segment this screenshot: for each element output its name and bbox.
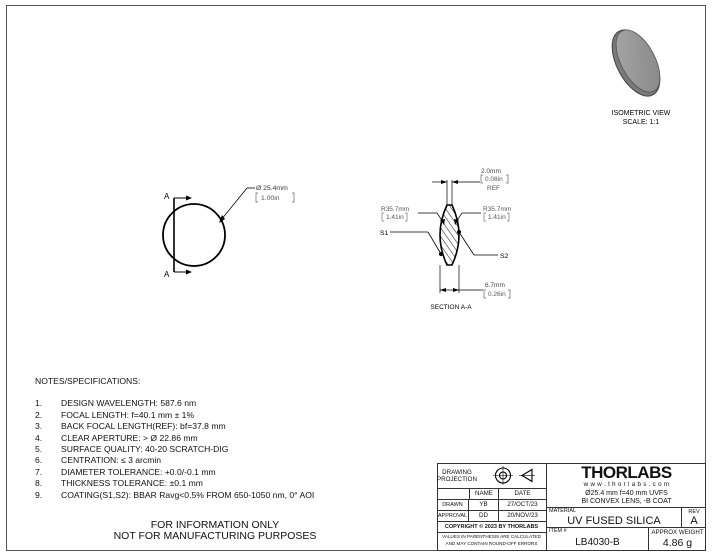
note-text: BACK FOCAL LENGTH(REF): bf=37.8 mm [61,421,226,432]
notes-specifications [35,376,314,501]
disclaimer-line-1: FOR INFORMATION ONLY [150,519,280,531]
title-block [437,463,706,551]
website-text: w w w . t h o r l a b s . c o m [583,481,670,488]
projection-symbol [477,463,546,488]
note-number: 7. [35,466,43,477]
projection-label: DRAWING PROJECTION [437,468,477,483]
section-caption: SECTION A-A [430,304,472,311]
center-thickness-mm-label: 6.7mm [485,282,505,289]
approval-label: APPROVAL [437,510,469,521]
note-number: 3. [35,421,43,432]
note-item [35,421,314,432]
radius-right-mm-label: R35.7mm [483,206,512,213]
note-number: 8. [35,478,43,489]
rev-value: A [690,514,698,527]
front-view-graphic [163,188,255,275]
information-only-disclaimer [90,520,340,542]
notes-heading: NOTES/SPECIFICATIONS: [35,376,141,386]
note-text: CLEAR APERTURE: > Ø 22.86 mm [61,432,198,443]
note-text: COATING(S1,S2): BBAR Ravg<0.5% FROM 650-1050 nm, 0° AOI [61,489,315,500]
note-number: 1. [35,398,43,409]
item-number: LB4030-B [575,537,620,548]
part-description-line-2: BI CONVEX LENS, -B COAT [581,497,672,505]
approval-date: 20/NOV/23 [507,512,538,519]
part-description-line-1: Ø25.4 mm f=40 mm UVFS [585,489,668,497]
note-number: 5. [35,444,43,455]
note-item [35,410,314,421]
note-item [35,490,314,501]
note-number: 2. [35,409,43,420]
center-thickness-in-label: 0.26in [488,291,506,298]
note-number: 6. [35,455,43,466]
thickness-mm-label: 2.0mm [481,168,501,175]
section-mark-top: A [164,192,170,201]
note-text: DESIGN WAVELENGTH: 587.6 nm [61,398,197,409]
note-text: THICKNESS TOLERANCE: ±0.1 mm [61,478,203,489]
weight-label: APPROX WEIGHT [651,528,704,536]
iso-view-scale: SCALE: 1:1 [622,119,660,126]
note-number: 4. [35,432,43,443]
note-text: DIAMETER TOLERANCE: +0.0/-0.1 mm [61,466,216,477]
drawn-date: 27/OCT/23 [507,501,538,508]
surface-s2-label: S2 [500,253,509,260]
note-item [35,433,314,444]
weight-value: 4.86 g [662,537,693,549]
values-note-line-1: VALUES IN PARENTHESIS ARE CALCULATED [442,534,541,539]
note-text: SURFACE QUALITY: 40-20 SCRATCH-DIG [61,444,229,455]
item-label: ITEM # [549,528,567,534]
copyright-text: COPYRIGHT © 2023 BY THORLABS [444,523,539,530]
note-item [35,467,314,478]
values-note-line-2: AND MAY CONTAIN ROUND-OFF ERRORS [445,541,538,546]
note-item [35,398,314,409]
drawn-label: DRAWN [437,499,469,510]
rev-label: REV [688,508,700,515]
disclaimer-line-2: NOT FOR MANUFACTURING PURPOSES [113,530,317,542]
material-value: UV FUSED SILICA [567,514,661,527]
note-item [35,455,314,466]
section-view-graphic [390,180,498,293]
surface-s1-label: S1 [380,230,389,237]
radius-left-in-label: 1.41in [386,214,404,221]
thickness-in-label: 0.08in [485,176,503,183]
iso-view-title: ISOMETRIC VIEW [611,110,671,117]
note-text: CENTRATION: ≤ 3 arcmin [61,455,162,466]
note-number: 9. [35,489,43,500]
note-item [35,478,314,489]
col-name-header: NAME [469,488,499,499]
radius-right-in-label: 1.41in [488,214,506,221]
thorlabs-logo: THORLABS [581,462,672,482]
isometric-lens-graphic [602,22,669,103]
section-mark-bottom: A [164,270,170,279]
drawn-name: YB [469,499,499,510]
note-item [35,444,314,455]
approval-name: DD [469,510,499,521]
material-label: MATERIAL [549,508,577,514]
diameter-mm-label: Ø 25.4mm [256,185,288,192]
col-date-header: DATE [514,490,531,497]
note-text: FOCAL LENGTH: f=40.1 mm ± 1% [61,409,195,420]
thickness-ref-label: REF [487,185,500,192]
diameter-in-label: 1.00in [261,195,280,202]
radius-left-mm-label: R35.7mm [381,206,410,213]
